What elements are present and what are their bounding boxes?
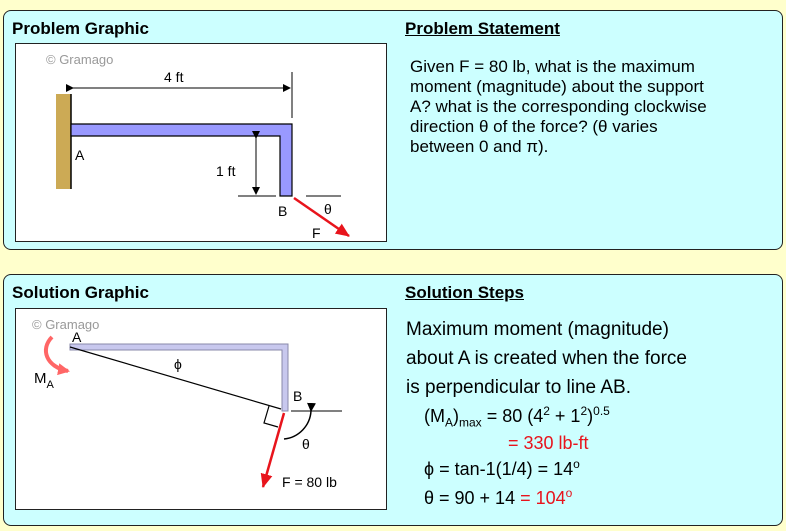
statement-line: between 0 and π). <box>410 137 549 156</box>
step-line: Maximum moment (magnitude) <box>406 319 669 340</box>
step-line: about A is created when the force <box>406 348 687 369</box>
solution-steps <box>406 315 687 513</box>
moment-label: $M_A$ <box>34 370 54 391</box>
force-arrow <box>294 198 349 236</box>
right-angle-mark <box>264 406 278 427</box>
statement-line: direction θ of the force? (θ varies <box>410 117 658 136</box>
theta-label: θ <box>302 436 310 452</box>
point-b-label: B <box>293 388 303 404</box>
force-label: F <box>312 225 321 241</box>
force-label: F = 80 lb <box>282 474 337 490</box>
point-a-label: A <box>75 147 85 163</box>
moment-arrow <box>46 337 68 371</box>
phi-equation: $\phi = \tan-1(1/4) = 14^o$ <box>424 457 580 479</box>
theta-label: θ <box>324 201 332 217</box>
phi-label: ϕ <box>174 356 182 372</box>
watermark: © Gramago <box>46 52 114 67</box>
point-b-label: B <box>278 203 288 219</box>
problem-statement <box>410 57 707 157</box>
theta-arc <box>284 411 311 439</box>
moment-equation: $(M_A)_{max} = 80$ $(4^2 + 1^2)^{0.5}$ <box>424 404 610 430</box>
solution-graphic-title: Solution Graphic <box>12 283 149 302</box>
solution-panel <box>3 274 783 526</box>
problem-diagram <box>16 44 386 241</box>
theta-equation: $\theta = 90 + 14 = 104^o$ <box>424 486 573 508</box>
solution-diagram <box>16 309 386 509</box>
moment-result: = 330 lb-ft <box>508 433 589 453</box>
l-beam <box>71 124 292 196</box>
problem-graphic <box>15 43 387 242</box>
solution-steps-title: Solution Steps <box>405 283 524 302</box>
statement-line: A? what is the corresponding clockwise <box>410 97 707 116</box>
point-a-label: A <box>72 329 82 345</box>
statement-line: moment (magnitude) about the support <box>410 77 704 96</box>
problem-graphic-title: Problem Graphic <box>12 19 149 38</box>
problem-statement-title: Problem Statement <box>405 19 560 38</box>
wall-support <box>56 94 71 189</box>
step-line: is perpendicular to line AB. <box>406 377 631 398</box>
statement-line: Given F = 80 lb, what is the maximum <box>410 57 695 76</box>
problem-panel <box>3 10 783 250</box>
watermark: © Gramago <box>32 317 100 332</box>
dim-height-label: 1 ft <box>216 163 236 179</box>
dim-length-label: 4 ft <box>164 69 184 85</box>
solution-graphic <box>15 308 387 510</box>
